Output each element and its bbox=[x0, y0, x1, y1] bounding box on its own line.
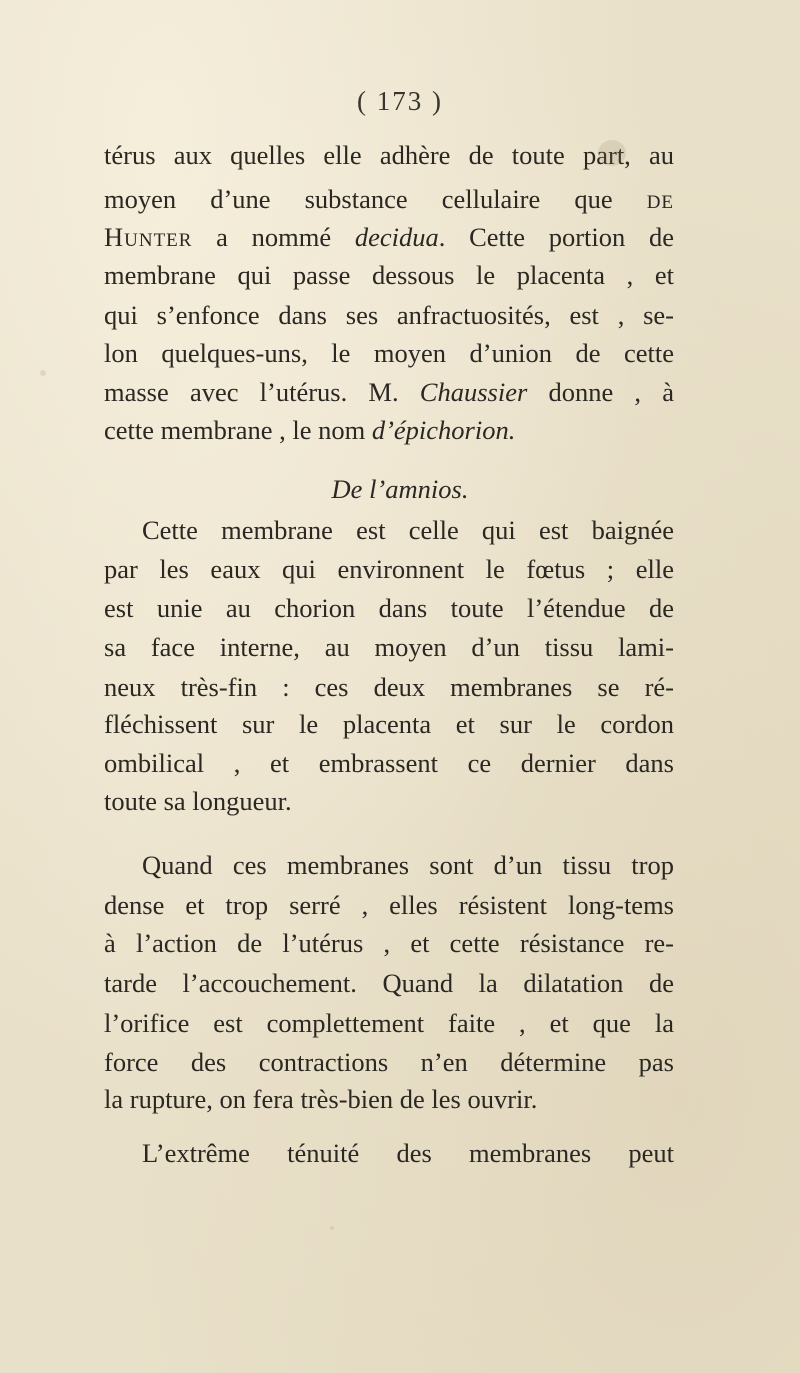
text-line: par les eaux qui environnent le fœtus ; elle bbox=[104, 554, 674, 584]
text-line: tarde l’accouchement. Quand la dilatation de bbox=[104, 968, 674, 998]
text-fragment: cette membrane , le nom bbox=[104, 415, 372, 445]
author-particle: de bbox=[646, 184, 675, 214]
author-name: Chaussier bbox=[419, 377, 528, 407]
text-line: membrane qui passe dessous le placenta , et bbox=[104, 260, 674, 290]
text-line: dense et trop serré , elles résistent long-tems bbox=[104, 890, 674, 920]
text-fragment: moyen d’une substance cellulaire que bbox=[104, 184, 613, 214]
text-line: à l’action de l’utérus , et cette résistance re- bbox=[104, 928, 674, 958]
text-line: ombilical , et embrassent ce dernier dans bbox=[104, 748, 674, 778]
text-line: qui s’enfonce dans ses anfractuosités, est , se- bbox=[104, 300, 674, 330]
text-line: fléchissent sur le placenta et sur le cordon bbox=[104, 709, 674, 739]
page-number: ( 173 ) bbox=[357, 86, 443, 116]
text-line bbox=[104, 375, 674, 409]
term-italic: d’épichorion. bbox=[371, 415, 516, 445]
paper-blemish bbox=[330, 1226, 334, 1230]
text-line: Cette membrane est celle qui est baignée bbox=[142, 515, 674, 545]
text-line: neux très-fin : ces deux membranes se ré- bbox=[104, 672, 674, 702]
author-name: Hunter bbox=[104, 222, 193, 252]
text-line: lon quelques-uns, le moyen d’union de cette bbox=[104, 338, 674, 368]
text-line: la rupture, on fera très-bien de les ouvrir. bbox=[104, 1084, 538, 1114]
latin-term: decidua bbox=[354, 222, 439, 252]
text-fragment: a nommé bbox=[192, 222, 355, 252]
text-line: force des contractions n’en détermine pas bbox=[104, 1047, 674, 1077]
paper-blemish bbox=[598, 140, 626, 166]
text-line bbox=[104, 182, 674, 216]
text-line: toute sa longueur. bbox=[104, 786, 292, 816]
text-line bbox=[104, 220, 674, 254]
section-heading: De l’amnios. bbox=[331, 474, 469, 504]
text-fragment: donne , à bbox=[527, 377, 674, 407]
text-line: L’extrême ténuité des membranes peut bbox=[142, 1138, 674, 1168]
text-line: térus aux quelles elle adhère de toute part, au bbox=[104, 140, 674, 170]
text-line: l’orifice est complettement faite , et que la bbox=[104, 1008, 674, 1038]
text-line bbox=[104, 413, 674, 447]
text-fragment: masse avec l’utérus. M. bbox=[104, 377, 420, 407]
text-fragment: . Cette portion de bbox=[438, 222, 674, 252]
text-line: Quand ces membranes sont d’un tissu trop bbox=[142, 850, 674, 880]
text-line: est unie au chorion dans toute l’étendue de bbox=[104, 593, 674, 623]
text-line: sa face interne, au moyen d’un tissu lami- bbox=[104, 632, 674, 662]
paper-blemish bbox=[40, 370, 46, 376]
